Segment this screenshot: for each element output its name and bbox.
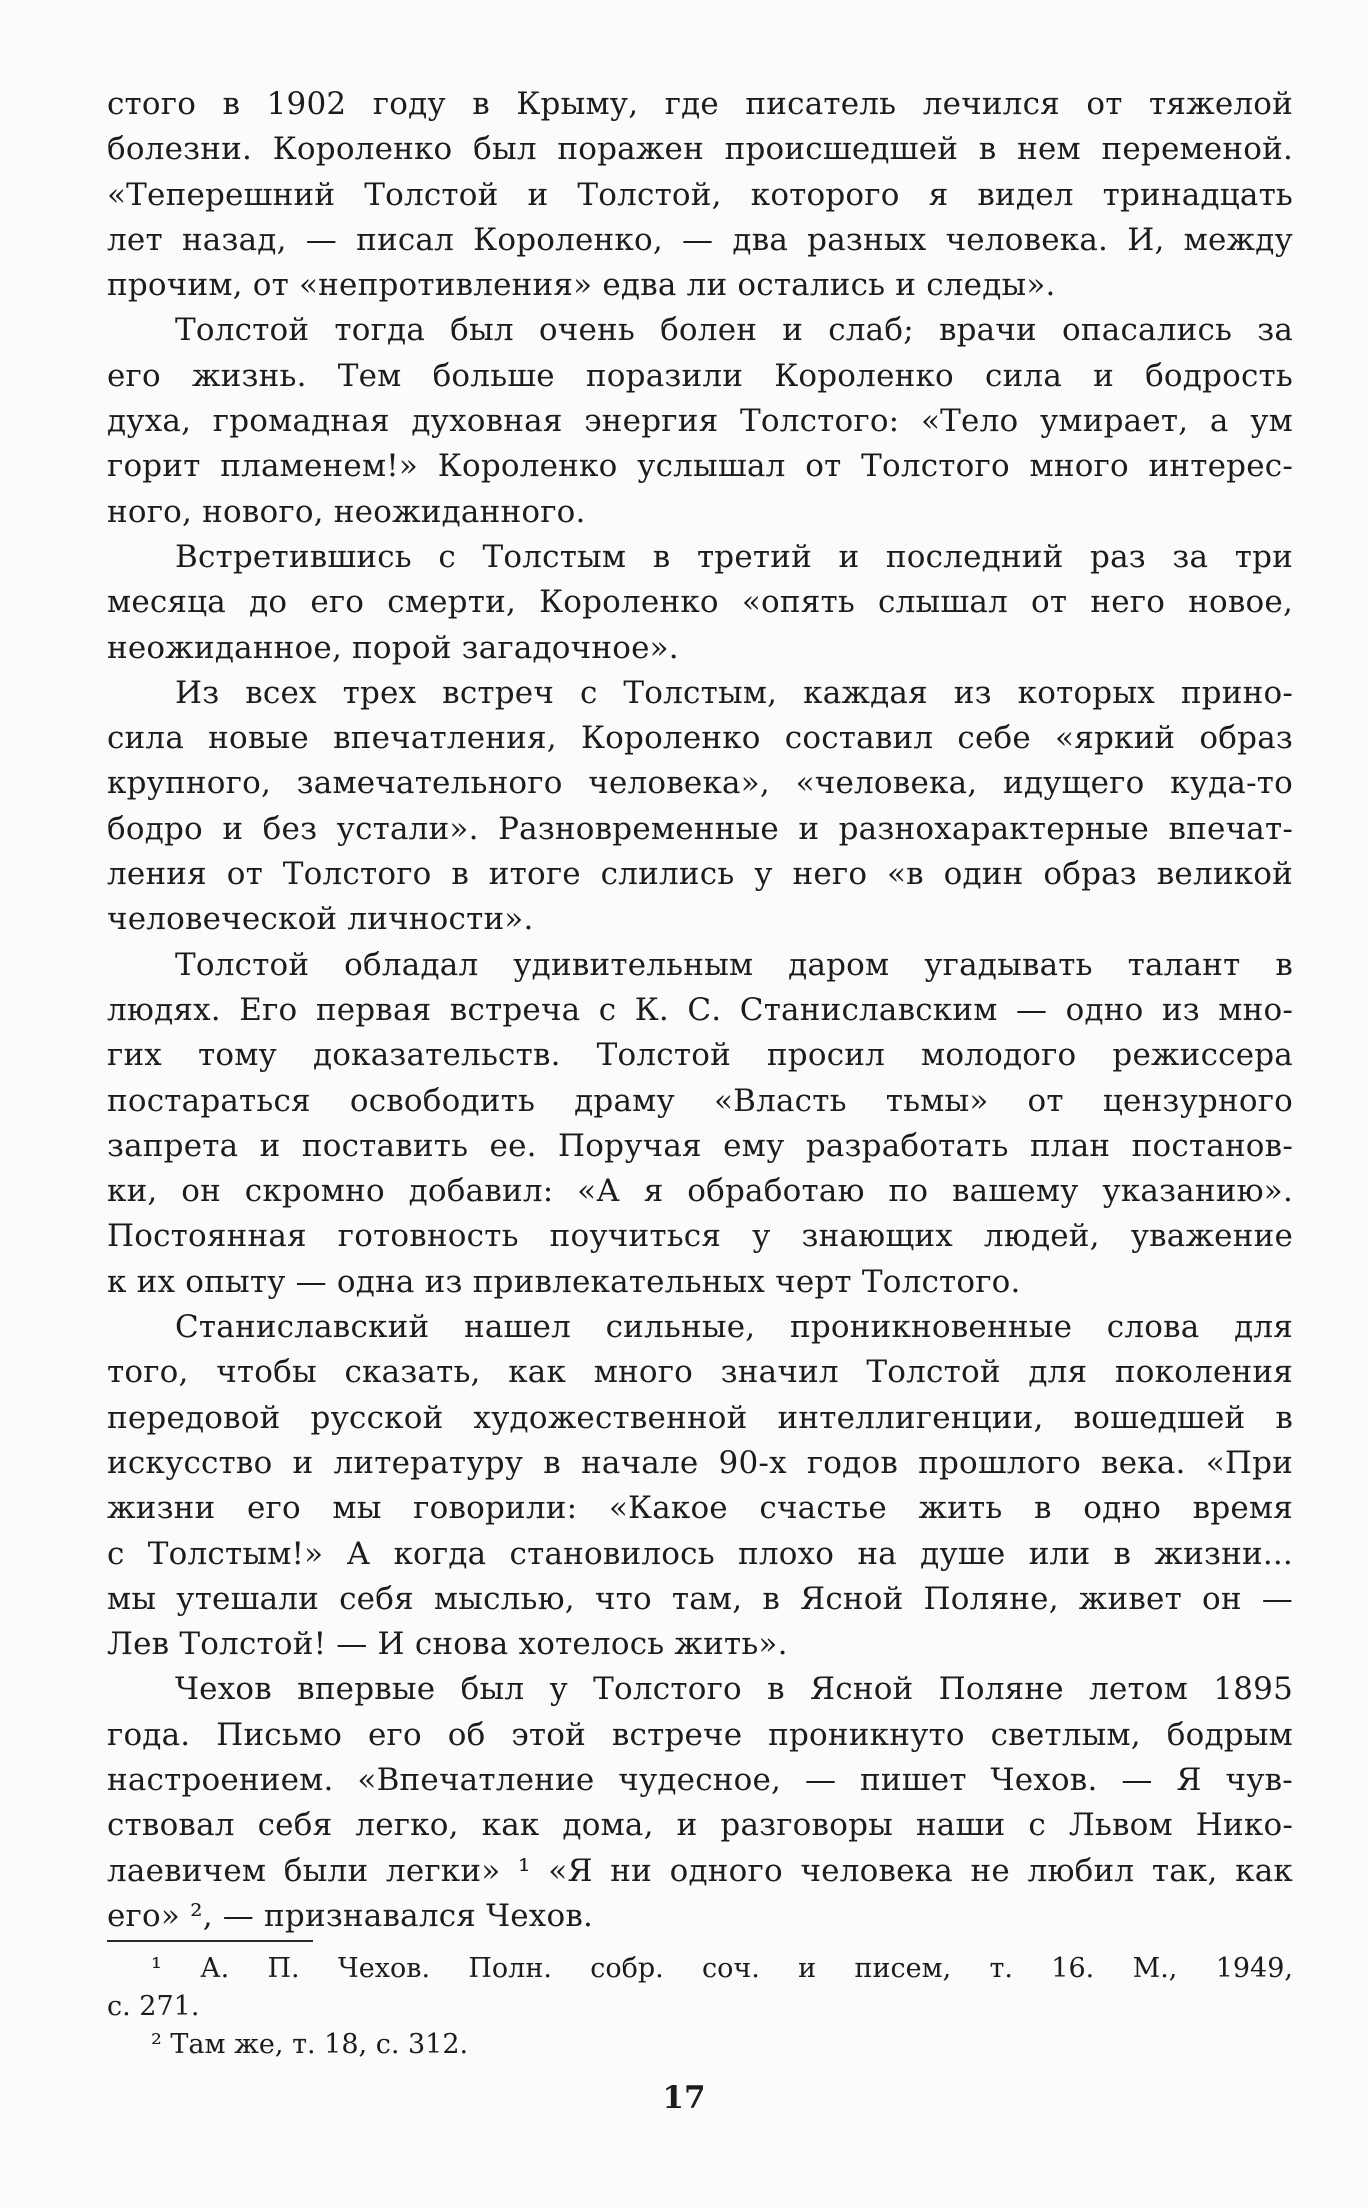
text-line: стого в 1902 году в Крыму, где писатель лечился от тяжелой bbox=[107, 86, 1293, 122]
text-line: с Толстым!» А когда становилось плохо на душе или в жизни... bbox=[107, 1535, 1293, 1572]
text-line: людях. Его первая встреча с К. С. Станиславским — одно из мно- bbox=[107, 991, 1293, 1028]
text-line: лаевичем были легки» ¹ «Я ни одного человека не любил так, как bbox=[107, 1852, 1293, 1889]
text-line: жизни его мы говорили: «Какое счастье жить в одно время bbox=[107, 1490, 1293, 1527]
text-line: запрета и поставить ее. Поручая ему разработать план постанов- bbox=[107, 1127, 1293, 1164]
text-line: крупного, замечательного человека», «человека, идущего куда-то bbox=[107, 765, 1293, 802]
page-number: 17 bbox=[662, 2080, 706, 2116]
text-line: ления от Толстого в итоге слились у него «в один образ великой bbox=[107, 856, 1293, 893]
text-line: того, чтобы сказать, как много значил Толстой для поколения bbox=[107, 1354, 1293, 1391]
text-line: постараться освободить драму «Власть тьмы» от цензурного bbox=[107, 1082, 1293, 1119]
text-line: Лев Толстой! — И снова хотелось жить». bbox=[107, 1626, 788, 1663]
footnotes bbox=[107, 1950, 1293, 2064]
text-line: ствовал себя легко, как дома, и разговоры наши с Львом Нико- bbox=[107, 1807, 1293, 1844]
text-line: его жизнь. Тем больше поразили Короленко сила и бодрость bbox=[107, 357, 1293, 394]
text-line: ного, нового, неожиданного. bbox=[107, 493, 586, 530]
text-line: лет назад, — писал Короленко, — два разных человека. И, между bbox=[107, 221, 1293, 258]
text-line: Встретившись с Толстым в третий и последний раз за три bbox=[175, 538, 1293, 575]
text-line: передовой русской художественной интеллигенции, вошедшей в bbox=[107, 1399, 1293, 1436]
text-line: Толстой обладал удивительным даром угадывать талант в bbox=[175, 946, 1293, 983]
text-line: духа, громадная духовная энергия Толстого: «Тело умирает, а ум bbox=[107, 403, 1293, 440]
text-line: мы утешали себя мыслью, что там, в Ясной Поляне, живет он — bbox=[107, 1580, 1293, 1617]
footnote-line: ¹ А. П. Чехов. Полн. собр. соч. и писем, т. 16. М., 1949, bbox=[151, 1953, 1293, 1984]
text-line: гих тому доказательств. Толстой просил молодого режиссера bbox=[107, 1037, 1293, 1074]
text-line: искусство и литературу в начале 90-х годов прошлого века. «При bbox=[107, 1444, 1293, 1481]
text-line: к их опыту — одна из привлекательных черт Толстого. bbox=[107, 1263, 1021, 1300]
footnote-line: ² Там же, т. 18, с. 312. bbox=[151, 2029, 469, 2060]
text-line: настроением. «Впечатление чудесное, — пишет Чехов. — Я чув- bbox=[107, 1761, 1293, 1798]
text-line: сила новые впечатления, Короленко составил себе «яркий образ bbox=[107, 720, 1293, 757]
text-line: Толстой тогда был очень болен и слаб; врачи опасались за bbox=[175, 312, 1293, 349]
text-line: прочим, от «непротивления» едва ли остались и следы». bbox=[107, 267, 1056, 304]
text-line: неожиданное, порой загадочное». bbox=[107, 629, 679, 666]
text-line: ки, он скромно добавил: «А я обработаю по вашему указанию». bbox=[107, 1173, 1293, 1210]
footnote-divider bbox=[107, 1940, 313, 1942]
text-line: горит пламенем!» Короленко услышал от Толстого много интерес- bbox=[107, 448, 1293, 485]
text-line: его» ², — признавался Чехов. bbox=[107, 1897, 594, 1934]
text-line: Из всех трех встреч с Толстым, каждая из которых прино- bbox=[175, 674, 1293, 711]
text-line: «Теперешний Толстой и Толстой, которого я видел тринадцать bbox=[107, 176, 1293, 213]
text-line: Чехов впервые был у Толстого в Ясной Поляне летом 1895 bbox=[175, 1671, 1293, 1708]
text-line: Постоянная готовность поучиться у знающих людей, уважение bbox=[107, 1218, 1293, 1255]
text-line: месяца до его смерти, Короленко «опять слышал от него новое, bbox=[107, 584, 1293, 621]
text-line: Станиславский нашел сильные, проникновенные слова для bbox=[175, 1309, 1293, 1346]
body-text bbox=[107, 82, 1293, 1939]
text-line: болезни. Короленко был поражен происшедшей в нем переменой. bbox=[107, 131, 1293, 168]
text-line: года. Письмо его об этой встрече проникнуто светлым, бодрым bbox=[107, 1716, 1293, 1753]
text-line: человеческой личности». bbox=[107, 901, 534, 938]
text-line: бодро и без устали». Разновременные и разнохарактерные впечат- bbox=[107, 810, 1293, 847]
footnote-line: с. 271. bbox=[107, 1991, 200, 2022]
